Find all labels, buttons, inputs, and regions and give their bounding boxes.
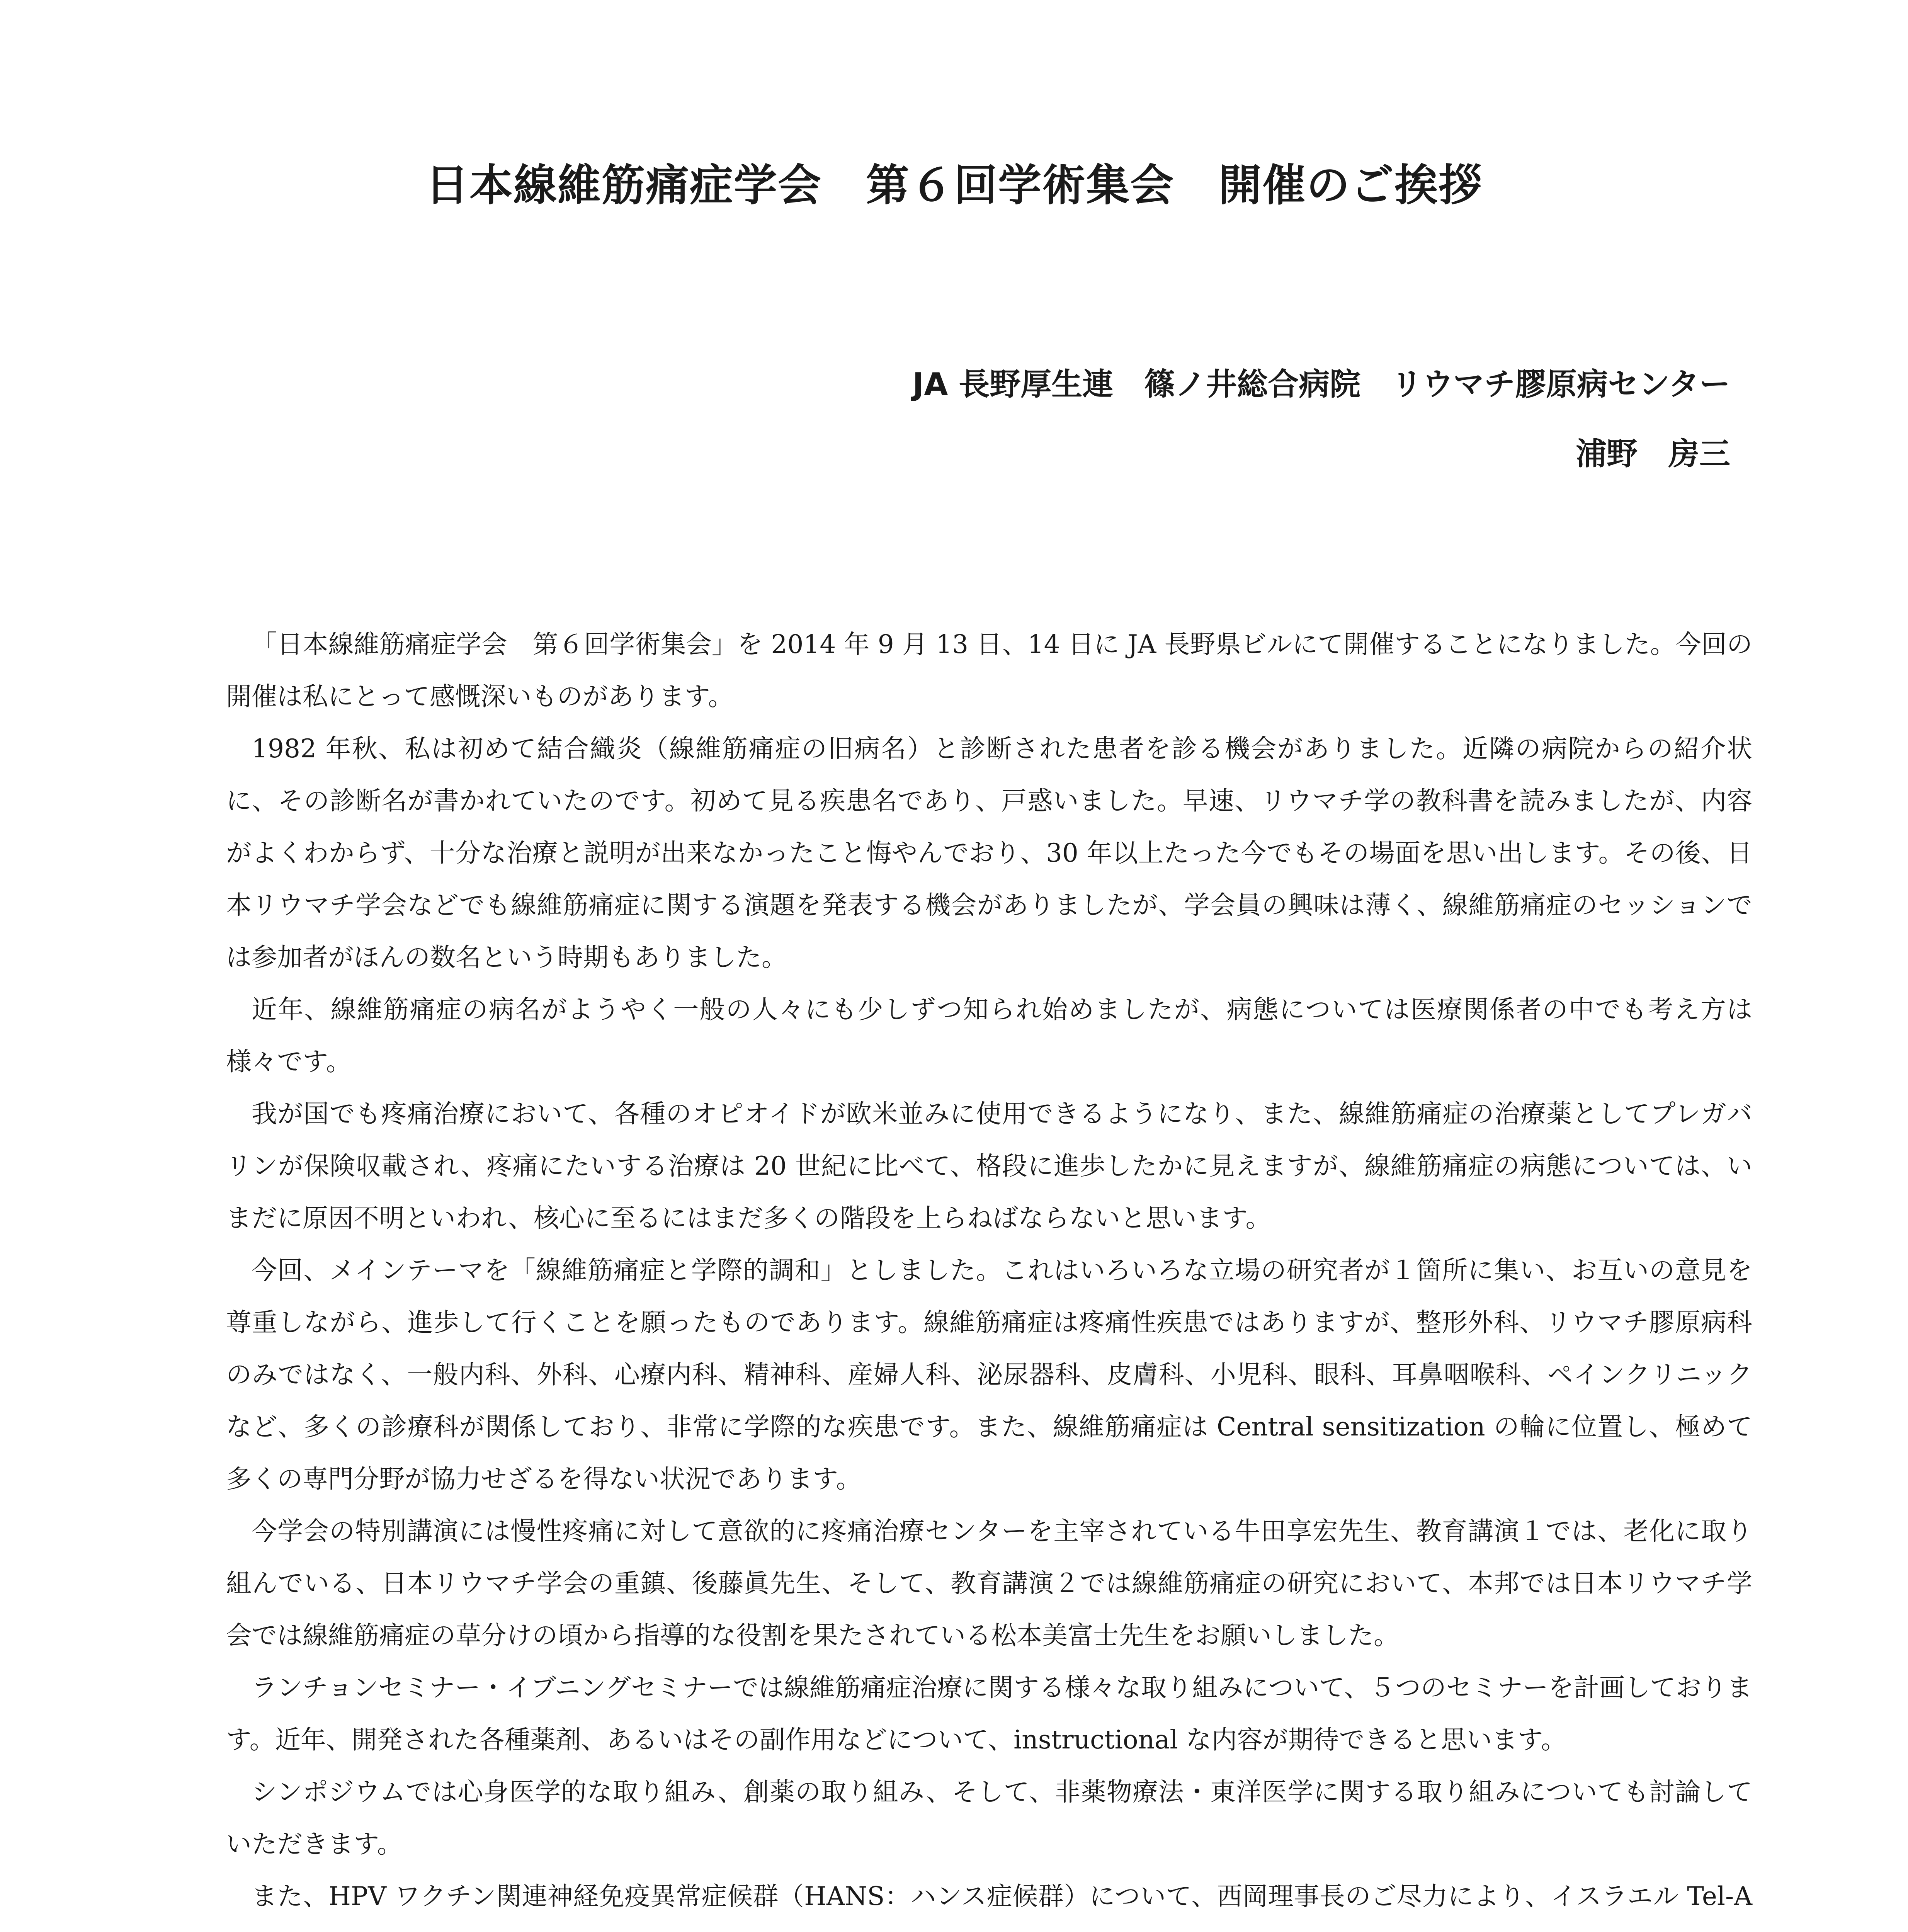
paragraph: また、HPV ワクチン関連神経免疫異常症候群（HANS：ハンス症候群）について、西岡理事長のご尽力により、イスラエル Tel-A xyxy=(252,1881,1752,1911)
paragraph: 今学会の特別講演には慢性疼痛に対して意欲的に疼痛治療センターを主宰されている牛田享宏先生、教育講演１では、老化に取り組んでいる、日本リウマチ学会の重鎮、後藤眞先生、そして、教育講演２では線維筋痛症の研究において、本邦では日本リウマチ学会では線維筋痛症の草分けの頃から指導的な役割を果たされている松本美富士先生をお願いしました。 xyxy=(226,1516,1752,1650)
author-affiliation: JA 長野厚生連 篠ノ井総合病院 リウマチ膠原病センター xyxy=(912,366,1730,402)
paragraph: 1982 年秋、私は初めて結合織炎（線維筋痛症の旧病名）と診断された患者を診る機会がありました。近隣の病院からの紹介状に、その診断名が書かれていたのです。初めて見る疾患名であり、戸惑いました。早速、リウマチ学の教科書を読みましたが、内容がよくわからず、十分な治療と説明が出来なかったこと悔やんでおり、30 年以上たった今でもその場面を思い出します。その後、日本リウマチ学会などでも線維筋痛症に関する演題を発表する機会がありましたが、学会員の興味は薄く、線維筋痛症のセッションでは参加者がほんの数名という時期もありました。 xyxy=(226,734,1752,972)
paragraph: 我が国でも疼痛治療において、各種のオピオイドが欧米並みに使用できるようになり、また、線維筋痛症の治療薬としてプレガバリンが保険収載され、疼痛にたいする治療は 20 世紀に比べて、格段に進歩したかに見えますが、線維筋痛症の病態については、いまだに原因不明といわれ、核心に至るにはまだ多くの階段を上らねばならないと思います。 xyxy=(226,1099,1752,1233)
paragraph: 近年、線維筋痛症の病名がようやく一般の人々にも少しずつ知られ始めましたが、病態については医療関係者の中でも考え方は様々です。 xyxy=(226,995,1752,1077)
paragraph: 今回、メインテーマを「線維筋痛症と学際的調和」としました。これはいろいろな立場の研究者が１箇所に集い、お互いの意見を尊重しながら、進歩して行くことを願ったものであります。線維筋痛症は疼痛性疾患ではありますが、整形外科、リウマチ膠原病科のみではなく、一般内科、外科、心療内科、精神科、産婦人科、泌尿器科、皮膚科、小児科、眼科、耳鼻咽喉科、ペインクリニックなど、多くの診療科が関係しており、非常に学際的な疾患です。また、線維筋痛症は Central sensitization の輪に位置し、極めて多くの専門分野が協力せざるを得ない状況であります。 xyxy=(226,1255,1752,1494)
paragraph: 「日本線維筋痛症学会 第６回学術集会」を 2014 年 9 月 13 日、14 日に JA 長野県ビルにて開催することになりました。今回の開催は私にとって感慨深いものがあります。 xyxy=(226,629,1752,711)
paragraph: シンポジウムでは心身医学的な取り組み、創薬の取り組み、そして、非薬物療法・東洋医学に関する取り組みについても討論していただきます。 xyxy=(226,1777,1752,1859)
page-title: 日本線維筋痛症学会 第６回学術集会 開催のご挨拶 xyxy=(425,160,1483,211)
body-text xyxy=(226,618,1752,1932)
paragraph: ランチョンセミナー・イブニングセミナーでは線維筋痛症治療に関する様々な取り組みについて、５つのセミナーを計画しております。近年、開発された各種薬剤、あるいはその副作用などについて、instructional な内容が期待できると思います。 xyxy=(226,1673,1752,1755)
author-name: 浦野 房三 xyxy=(1576,436,1730,472)
